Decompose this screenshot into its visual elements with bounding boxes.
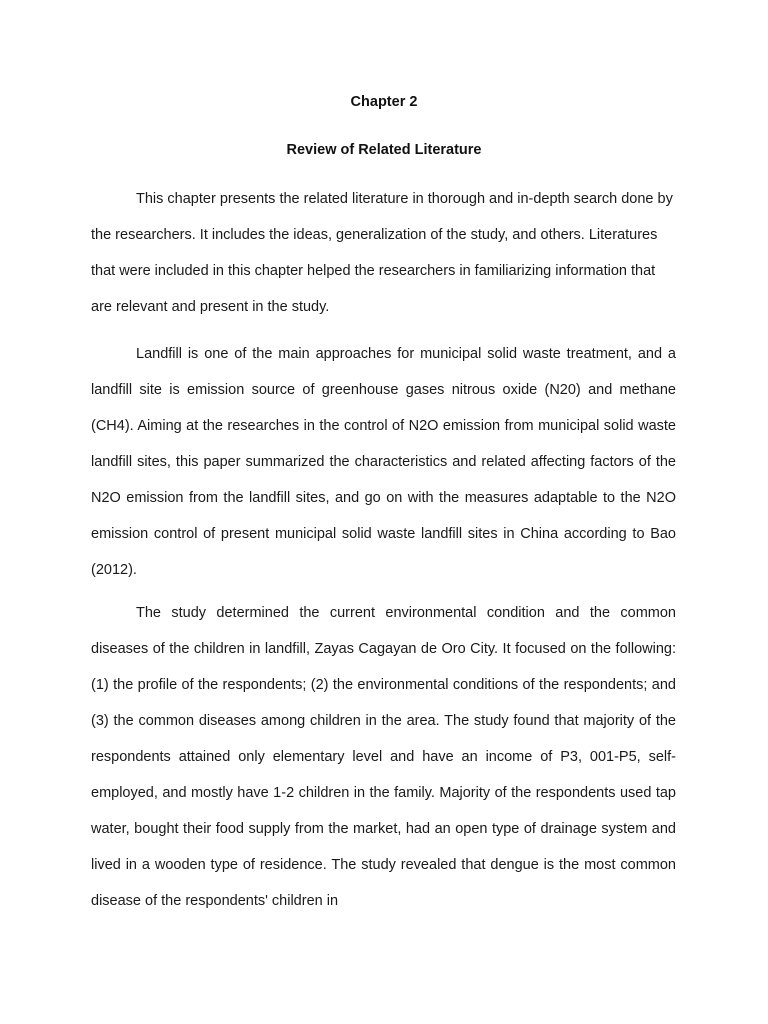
section-title: Review of Related Literature: [286, 142, 482, 158]
paragraph-study: The study determined the current environmental condition and the common diseases of the children in landfill, Zayas Cagayan de Oro City. It focused on the following: (1) the profile of the respondents; (2) the environmental conditions of the respondents; and (3) the common diseases among children in the area. The study found that majority of the respondents attained only elementary level and have an income of P3, 001-P5, self-employed, and mostly have 1-2 children in the family. Majority of the respondents used tap water, bought their food supply from the market, had an open type of drainage system and lived in a wooden type of residence. The study revealed that dengue is the most common disease of the respondents' children in: [91, 605, 676, 909]
paragraph-landfill: Landfill is one of the main approaches for municipal solid waste treatment, and a landfill site is emission source of greenhouse gases nitrous oxide (N20) and methane (CH4). Aiming at the researches in the control of N2O emission from municipal solid waste landfill sites, this paper summarized the characteristics and related affecting factors of the N2O emission from the landfill sites, and go on with the measures adaptable to the N2O emission control of present municipal solid waste landfill sites in China according to Bao (2012).: [91, 346, 676, 578]
paragraph-intro: This chapter presents the related literature in thorough and in-depth search done by the researchers. It includes the ideas, generalization of the study, and others. Literatures that were included in this chapter helped the researchers in familiarizing information that are relevant and present in the study.: [91, 191, 673, 315]
chapter-heading: Chapter 2: [350, 94, 418, 110]
